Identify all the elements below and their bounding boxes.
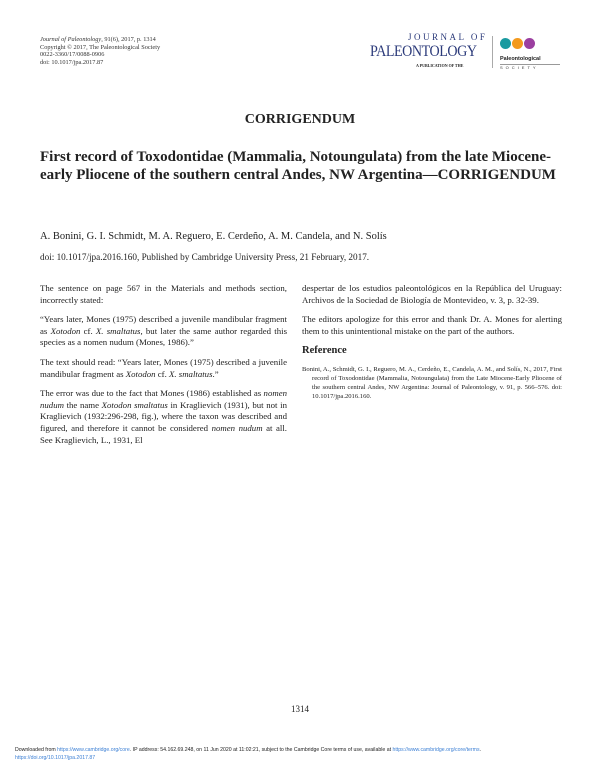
reference-entry: Bonini, A., Schmidt, G. I., Reguero, M. A., Cerdeño, E., Candela, A. M., and Solís, N., 2017, First record of Toxodontidae (Mammalia, Notoungulata) from the Late Miocene-Early Pliocene of the southern central Andes, NW Argentina: Journal of Paleontology, v. 91, p. 566–576. doi: 10.1017/jpa.2016.160. (302, 365, 562, 400)
article-title: First record of Toxodontidae (Mammalia, Notoungulata) from the late Miocene-early Pliocene of the southern central Andes, NW Argentina—CORRIGENDUM (40, 149, 556, 183)
ammonite-icon (524, 38, 535, 49)
kicker: CORRIGENDUM (244, 112, 356, 127)
paragraph: “Years later, Mones (1975) described a juvenile mandibular fragment as Xotodon cf. X. smaltatus, but later the same author regarded this species as a nomen nudum (Mones, 1986).” (40, 314, 288, 348)
cambridge-core-link[interactable]: https://www.cambridge.org/core (57, 747, 130, 753)
fossil-icon (500, 38, 511, 49)
citation: Journal of Paleontology, 91(6), 2017, p. 1314 (40, 36, 156, 43)
doi-link[interactable]: https://doi.org/10.1017/jpa.2017.87 (15, 755, 96, 761)
download-footer: Downloaded from https://www.cambridge.org/core. IP address: 54.162.69.248, on 11 Jun 2020 at 11:02:21, subject to the Cambridge Core terms of use, available at https://www.cambridge.org/core/terms. https://doi.org/10.1017/jpa.2017.87 (15, 747, 482, 761)
right-column (302, 283, 562, 401)
paragraph: The text should read: “Years later, Mones (1975) described a juvenile mandibular fragment as Xotodon cf. X. smaltatus.” (40, 356, 287, 379)
paragraph: despertar de los estudios paleontológicos en la República del Uruguay: Archivos de la Sociedad de Biología de Montevideo, v. 3, p. 32-39. (302, 283, 562, 305)
logo-divider (492, 36, 493, 68)
society-logo: Paleontological SOCIETY (500, 36, 560, 71)
authors: A. Bonini, G. I. Schmidt, M. A. Reguero, E. Cerdeño, A. M. Candela, and N. Solís (40, 231, 387, 242)
paragraph: The error was due to the fact that Mones (1986) established as nomen nudum the name Xotodon smaltatus in Kraglievich (1931), but not in Kraglievich (1932:296-298, fig.), where the taxon was described and figured, and therefore it cannot be considered nomen nudum at all. See Kraglievich, L., 1931, El (40, 388, 287, 445)
copyright: Copyright © 2017, The Paleontological Society (40, 43, 161, 51)
journal-logo: JOURNAL OF PALEONTOLOGY A PUBLICATION OF THE Paleontological SOCIETY (368, 32, 568, 76)
reference-heading: Reference (302, 345, 347, 357)
header-doi: doi: 10.1017/jpa.2017.87 (40, 58, 104, 66)
page-number: 1314 (291, 704, 309, 714)
paragraph: The editors apologize for this error and thank Dr. A. Mones for alerting them to this unintentional mistake on the part of the authors. (302, 314, 562, 336)
terms-link[interactable]: https://www.cambridge.org/core/terms (392, 747, 480, 753)
issn: 0022-3360/17/0088-0906 (40, 51, 105, 59)
trilobite-icon (512, 38, 523, 49)
article-doi: doi: 10.1017/jpa.2016.160, Published by Cambridge University Press, 21 February, 2017. (40, 252, 370, 262)
paragraph: The sentence on page 567 in the Materials and methods section, incorrectly stated: (40, 283, 287, 305)
left-column (40, 283, 287, 454)
journal-header (40, 36, 160, 66)
